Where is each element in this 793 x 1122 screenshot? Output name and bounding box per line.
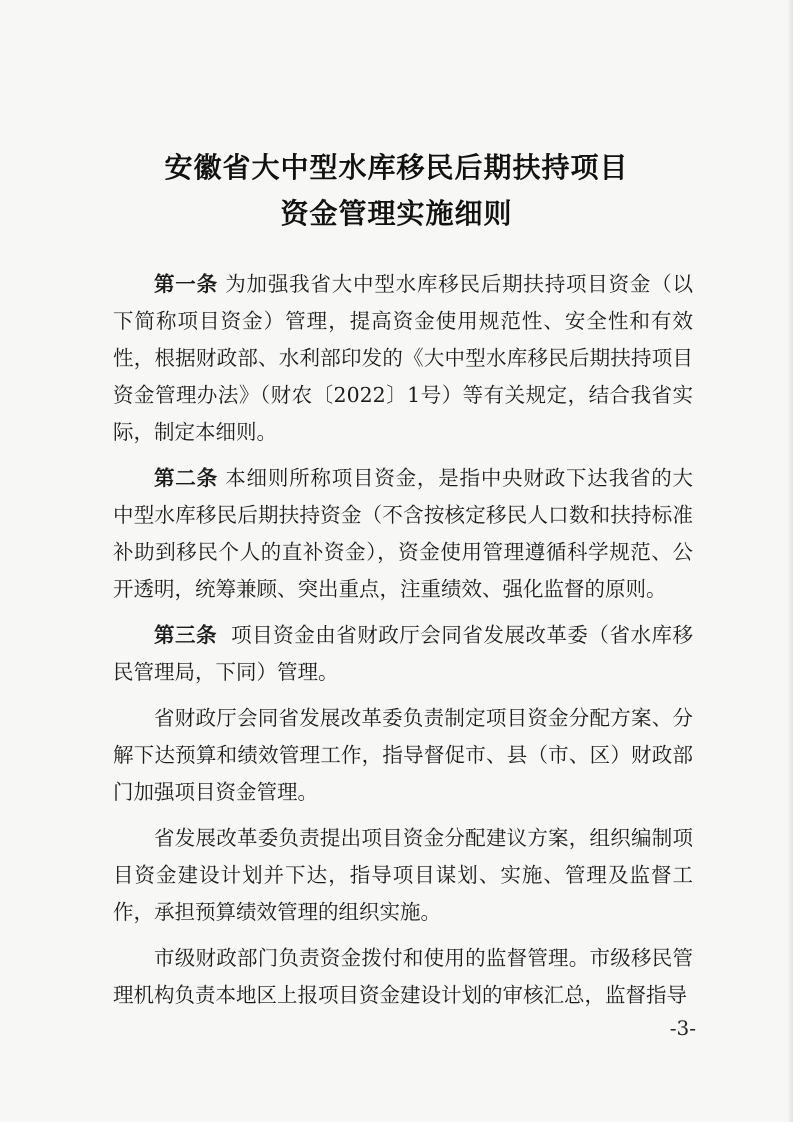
paragraph-text: 为加强我省大中型水库移民后期扶持项目资金（以下简称项目资金）管理，提高资金使用规范性、安全性和有效性，根据财政部、水利部印发的《大中型水库移民后期扶持项目资金管理办法》（财农〔2022〕1号）等有关规定，结合我省实际，制定本细则。 bbox=[113, 272, 694, 444]
paragraph-finance-duties bbox=[113, 700, 693, 811]
paragraph-text: 本细则所称项目资金，是指中央财政下达我省的大中型水库移民后期扶持资金（不含按核定移民人口数和扶持标准补助到移民个人的直补资金），资金使用管理遵循科学规范、公开透明，统筹兼顾、突出重点，注重绩效、强化监督的原则。 bbox=[113, 466, 694, 601]
paragraph-article-3 bbox=[113, 617, 693, 691]
document-body bbox=[113, 266, 693, 1023]
article-lead: 第三条 bbox=[154, 623, 218, 647]
paragraph-text: 省发展改革委负责提出项目资金分配建议方案，组织编制项目资金建设计划并下达，指导项目谋划、实施、管理及监督工作，承担预算绩效管理的组织实施。 bbox=[113, 826, 693, 924]
paragraph-text: 市级财政部门负责资金拨付和使用的监督管理。市级移民管理机构负责本地区上报项目资金建设计划的审核汇总，监督指导 bbox=[113, 946, 693, 1007]
paragraph-text: 省财政厅会同省发展改革委负责制定项目资金分配方案、分解下达预算和绩效管理工作，指导督促市、县（市、区）财政部门加强项目资金管理。 bbox=[113, 706, 693, 804]
article-lead: 第二条 bbox=[154, 466, 218, 490]
paragraph-city-duties bbox=[113, 940, 693, 1014]
paragraph-article-1 bbox=[113, 266, 693, 451]
article-lead: 第一条 bbox=[154, 272, 218, 296]
paragraph-article-2 bbox=[113, 460, 693, 608]
paragraph-ndrc-duties bbox=[113, 820, 693, 931]
document-title-line1: 安徽省大中型水库移民后期扶持项目 bbox=[164, 151, 629, 184]
document-title-line2: 资金管理实施细则 bbox=[280, 197, 513, 230]
page-number: -3- bbox=[669, 1016, 696, 1040]
paragraph-text: 项目资金由省财政厅会同省发展改革委（省水库移民管理局，下同）管理。 bbox=[113, 623, 694, 684]
